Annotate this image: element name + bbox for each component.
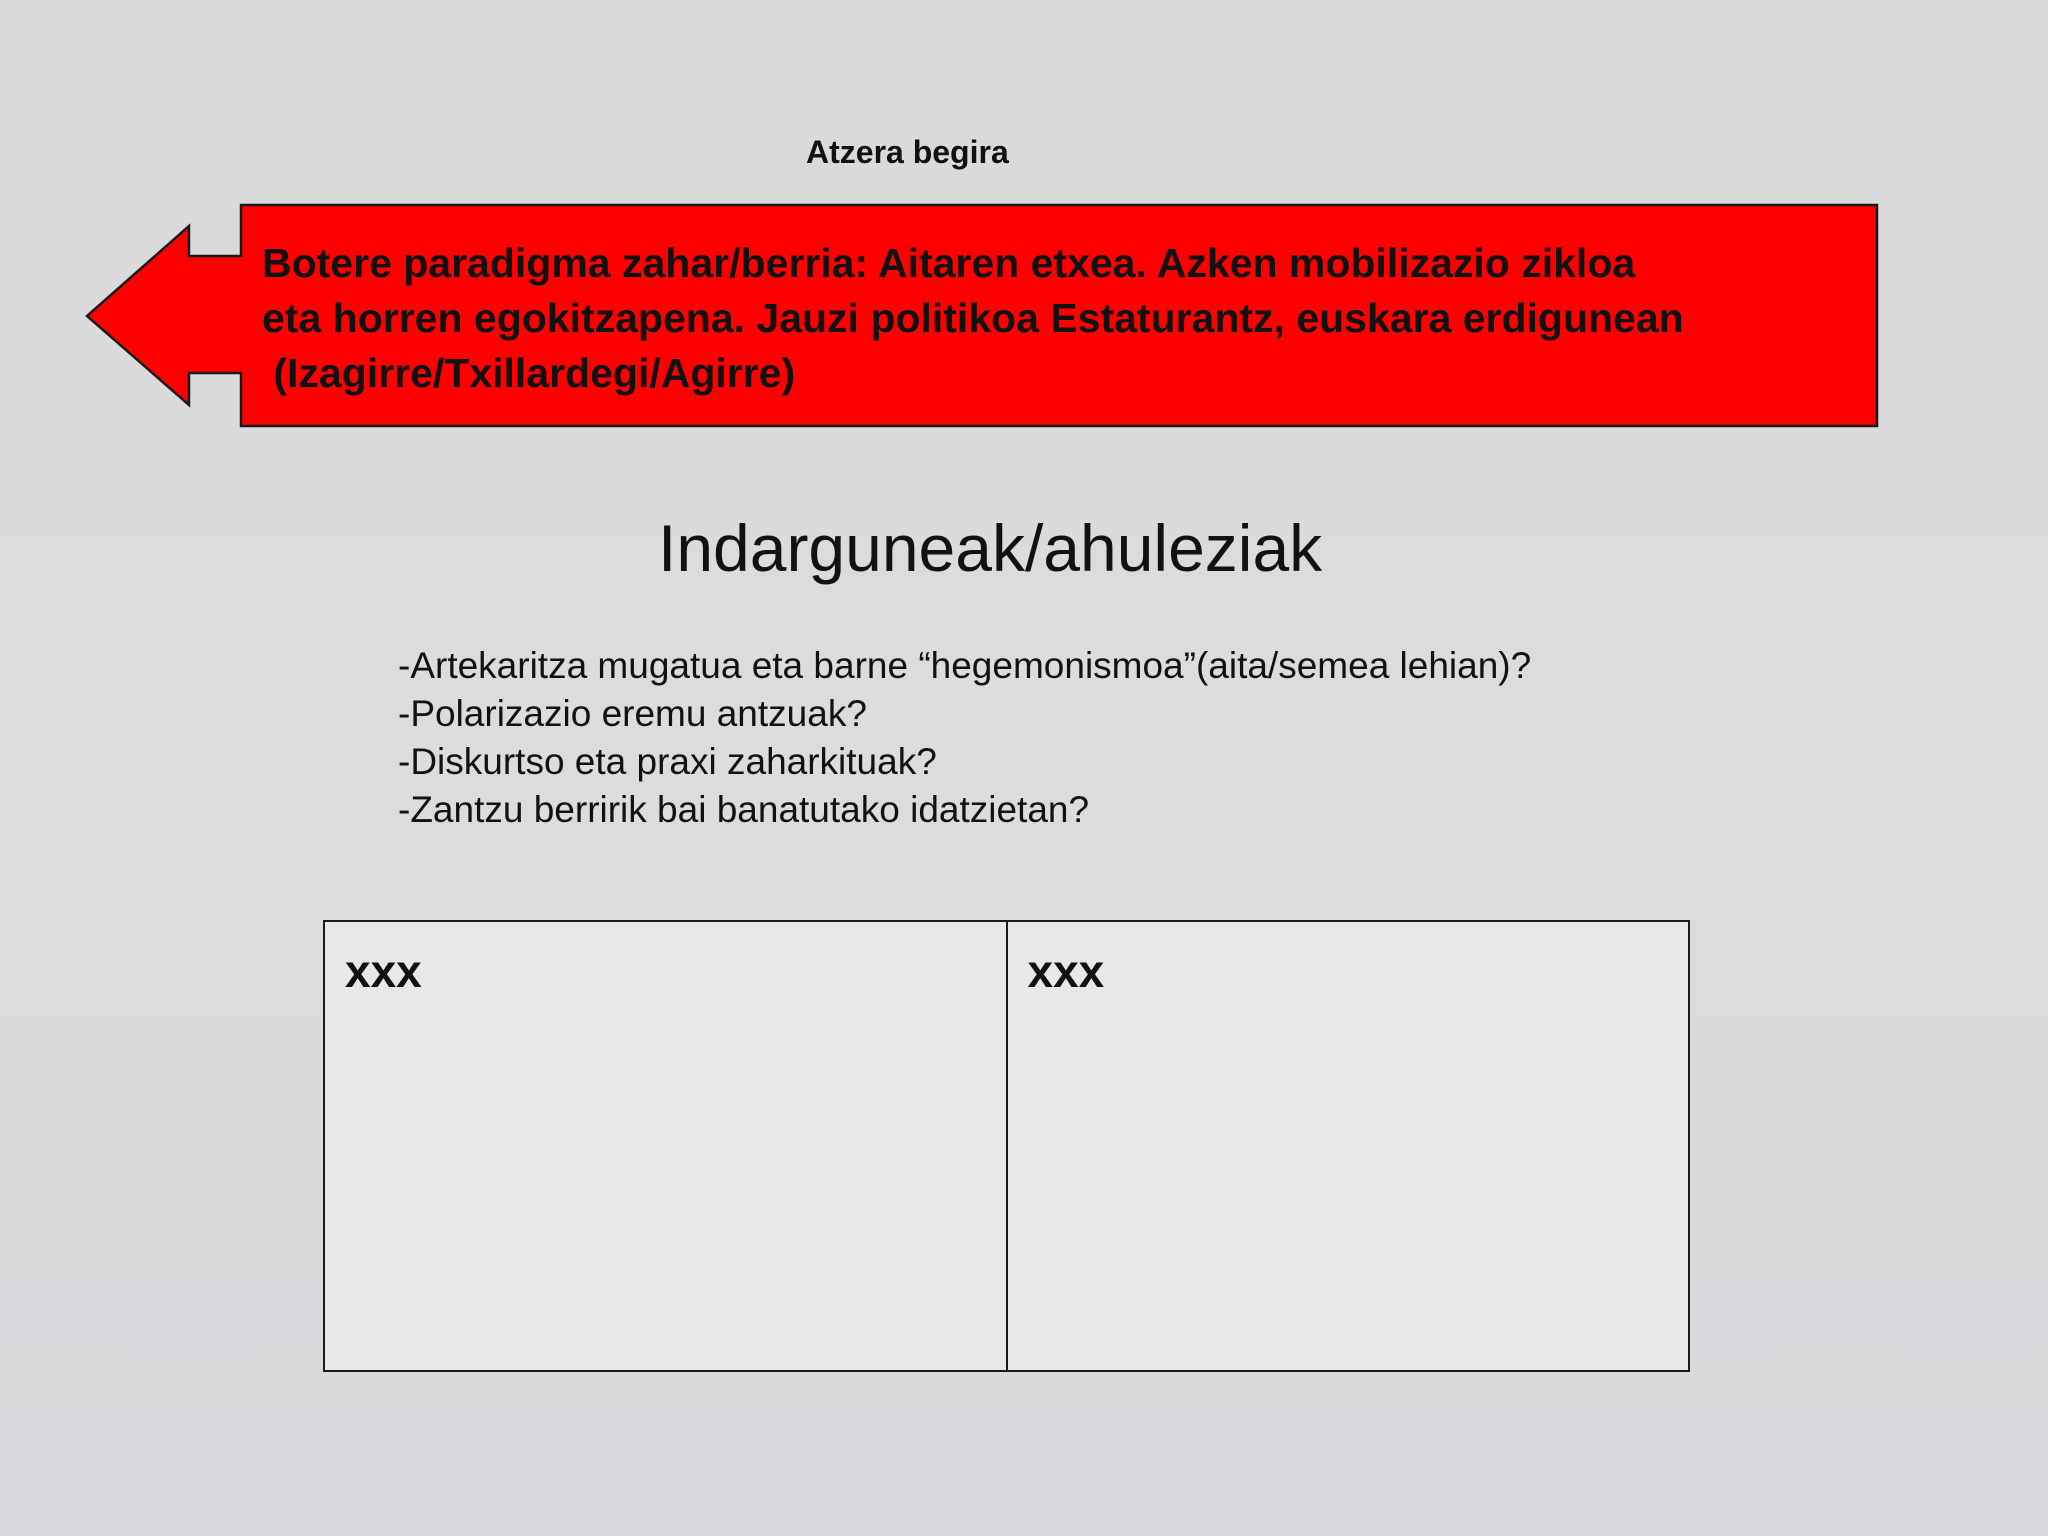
slide-heading: Indarguneak/ahuleziak	[658, 511, 1323, 585]
table-cell-right	[1006, 922, 1689, 1370]
question-item: -Zantzu berririk bai banatutako idatzietan?	[398, 789, 1090, 830]
two-column-table	[323, 920, 1690, 1372]
arrow-text-line: eta horren egokitzapena. Jauzi politikoa Estaturantz, euskara erdigunean	[262, 295, 1684, 341]
table-cell-label: xxx	[345, 945, 422, 997]
arrow-text-line: Botere paradigma zahar/berria: Aitaren etxea. Azken mobilizazio zikloa	[262, 240, 1636, 286]
question-item: -Diskurtso eta praxi zaharkituak?	[398, 741, 937, 782]
table-cell-left	[325, 922, 1006, 1370]
arrow-text	[262, 236, 1862, 401]
table-cell-label: xxx	[1027, 945, 1105, 997]
question-item: -Polarizazio eremu antzuak?	[398, 693, 867, 734]
question-list	[398, 642, 1531, 834]
section-label: Atzera begira	[806, 134, 1009, 170]
arrow-text-line: (Izagirre/Txillardegi/Agirre)	[262, 350, 796, 396]
question-item: -Artekaritza mugatua eta barne “hegemonismoa”(aita/semea lehian)?	[398, 645, 1532, 686]
